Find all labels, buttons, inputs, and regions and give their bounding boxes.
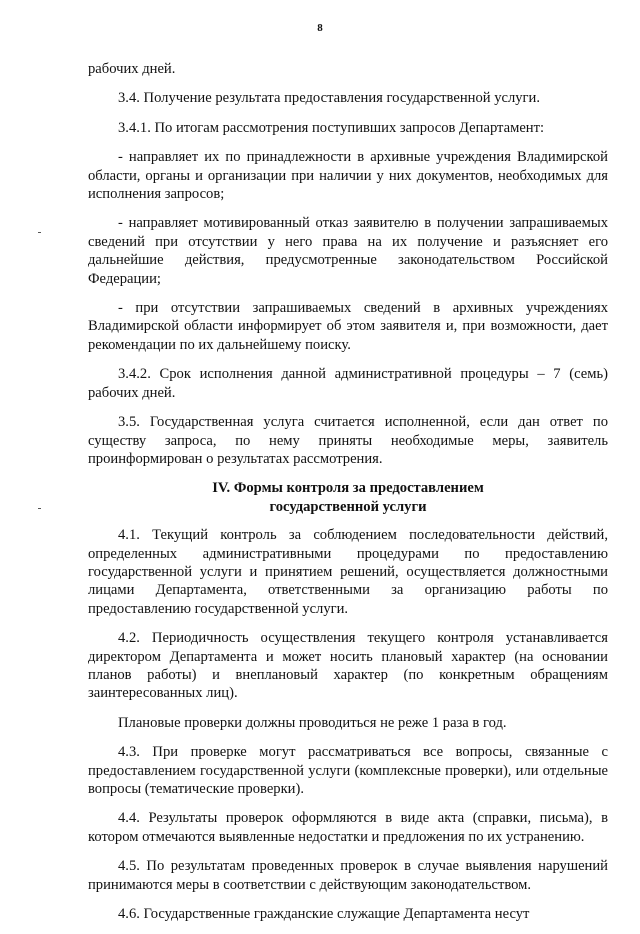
paragraph-3-4-2: 3.4.2. Срок исполнения данной административной процедуры – 7 (семь) рабочих дней.	[88, 366, 608, 401]
paragraph-4-1: 4.1. Текущий контроль за соблюдением последовательности действий, определенных административными процедурами по предоставлению государственной услуги и принятием решений, осуществляется должностными лицами Департамента, ответственными за организацию работы по предоставлению государственной услуги.	[88, 527, 608, 617]
section-heading	[88, 479, 608, 516]
paragraph-4-2: 4.2. Периодичность осуществления текущего контроля устанавливается директором Департамента и может носить плановый характер (на основании планов работы) и внеплановый характер (по конкретным обращениям заинтересованных лиц).	[88, 630, 608, 702]
paragraph-planned-checks: Плановые проверки должны проводиться не реже 1 раза в год.	[118, 714, 507, 731]
paragraph-3-4: 3.4. Получение результата предоставления государственной услуги.	[118, 90, 540, 107]
page-number: 8	[317, 22, 323, 34]
section-heading-line2: государственной услуги	[269, 498, 427, 515]
paragraph-4-3: 4.3. При проверке могут рассматриваться все вопросы, связанные с предоставлением государственной услуги (комплексные проверки), или отдельные вопросы (тематические проверки).	[88, 744, 608, 797]
list-item-absence-info: - при отсутствии запрашиваемых сведений в архивных учреждениях Владимирской области информирует об этом заявителя и, при возможности, дает рекомендации по их дальнейшему поиску.	[88, 300, 608, 353]
paragraph-continuation: рабочих дней.	[88, 61, 176, 77]
section-heading-line1: IV. Формы контроля за предоставлением	[212, 480, 484, 497]
margin-mark	[38, 508, 41, 509]
paragraph-4-4: 4.4. Результаты проверок оформляются в виде акта (справки, письма), в котором отмечаются выявленные недостатки и предложения по их устранению.	[88, 810, 608, 845]
margin-mark	[38, 232, 41, 233]
paragraph-3-4-1: 3.4.1. По итогам рассмотрения поступивших запросов Департамент:	[118, 119, 545, 136]
list-item-forward-requests: - направляет их по принадлежности в архивные учреждения Владимирской области, органы и организации при наличии у них документов, необходимых для исполнения запросов;	[88, 149, 608, 203]
paragraph-3-5: 3.5. Государственная услуга считается исполненной, если дан ответ по существу запроса, по нему приняты необходимые меры, заявитель проинформирован о результатах рассмотрения.	[88, 414, 608, 467]
paragraph-4-6: 4.6. Государственные гражданские служащие Департамента несут	[118, 906, 530, 923]
document-body	[88, 60, 608, 934]
paragraph-4-5: 4.5. По результатам проведенных проверок в случае выявления нарушений принимаются меры в соответствии с действующим законодательством.	[88, 858, 608, 893]
list-item-refusal: - направляет мотивированный отказ заявителю в получении запрашиваемых сведений при отсутствии у него права на их получение и разъясняет его дальнейшие действия, предусмотренные законодательством Российской Федерации;	[88, 215, 608, 287]
